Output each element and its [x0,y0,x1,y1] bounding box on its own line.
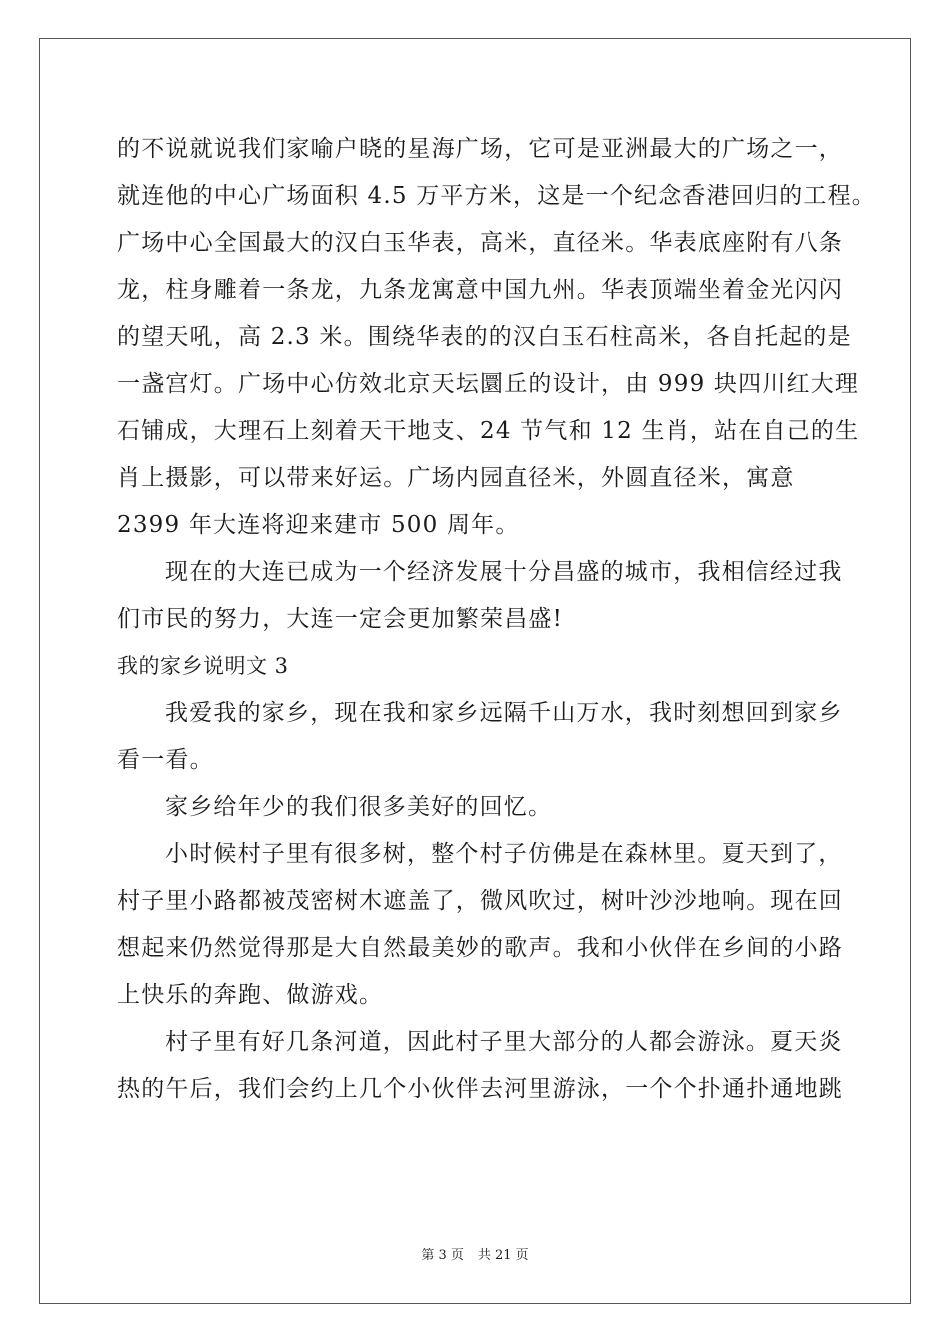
text-line: 现在的大连已成为一个经济发展十分昌盛的城市，我相信经过我 [165,559,843,585]
text-line: 看一看。 [117,747,214,773]
text-line: 就连他的中心广场面积 4.5 万平方米，这是一个纪念香港回归的工程。 [117,183,876,209]
text-line: 一盏宫灯。广场中心仿效北京天坛圜丘的设计，由 999 块四川红大理 [117,371,860,397]
text-line: 龙，柱身雕着一条龙，九条龙寓意中国九州。华表顶端坐着金光闪闪 [117,277,843,303]
text-line: 的望天吼，高 2.3 米。围绕华表的的汉白玉石柱高米，各自托起的是 [117,324,852,350]
text-line: 上快乐的奔跑、做游戏。 [117,982,384,1008]
text-line: 们市民的努力，大连一定会更加繁荣昌盛! [117,606,564,632]
text-line: 肖上摄影，可以带来好运。广场内园直径米，外圆直径米，寓意 [117,465,795,491]
total-pages: 共 21 页 [477,1248,529,1263]
page-footer [0,1246,950,1266]
text-line: 石铺成，大理石上刻着天干地支、24 节气和 12 生肖，站在自己的生 [117,418,860,444]
text-line: 村子里小路都被茂密树木遮盖了，微风吹过，树叶沙沙地响。现在回 [117,888,843,914]
page-number: 第 3 页 [421,1248,464,1263]
text-line: 小时候村子里有很多树，整个村子仿佛是在森林里。夏天到了， [165,841,843,867]
document-body [117,126,876,1113]
text-line: 村子里有好几条河道，因此村子里大部分的人都会游泳。夏天炎 [165,1029,843,1055]
text-line: 的不说就说我们家喻户晓的星海广场，它可是亚洲最大的广场之一， [117,136,843,162]
section-heading: 我的家乡说明文 3 [117,654,289,678]
text-line: 家乡给年少的我们很多美好的回忆。 [165,794,553,820]
text-line: 热的午后，我们会约上几个小伙伴去河里游泳，一个个扑通扑通地跳 [117,1076,843,1102]
text-line: 想起来仍然觉得那是大自然最美妙的歌声。我和小伙伴在乡间的小路 [117,935,843,961]
text-line: 我爱我的家乡，现在我和家乡远隔千山万水，我时刻想回到家乡 [165,700,843,726]
text-line: 2399 年大连将迎来建市 500 周年。 [117,512,520,538]
text-line: 广场中心全国最大的汉白玉华表，高米，直径米。华表底座附有八条 [117,230,843,256]
